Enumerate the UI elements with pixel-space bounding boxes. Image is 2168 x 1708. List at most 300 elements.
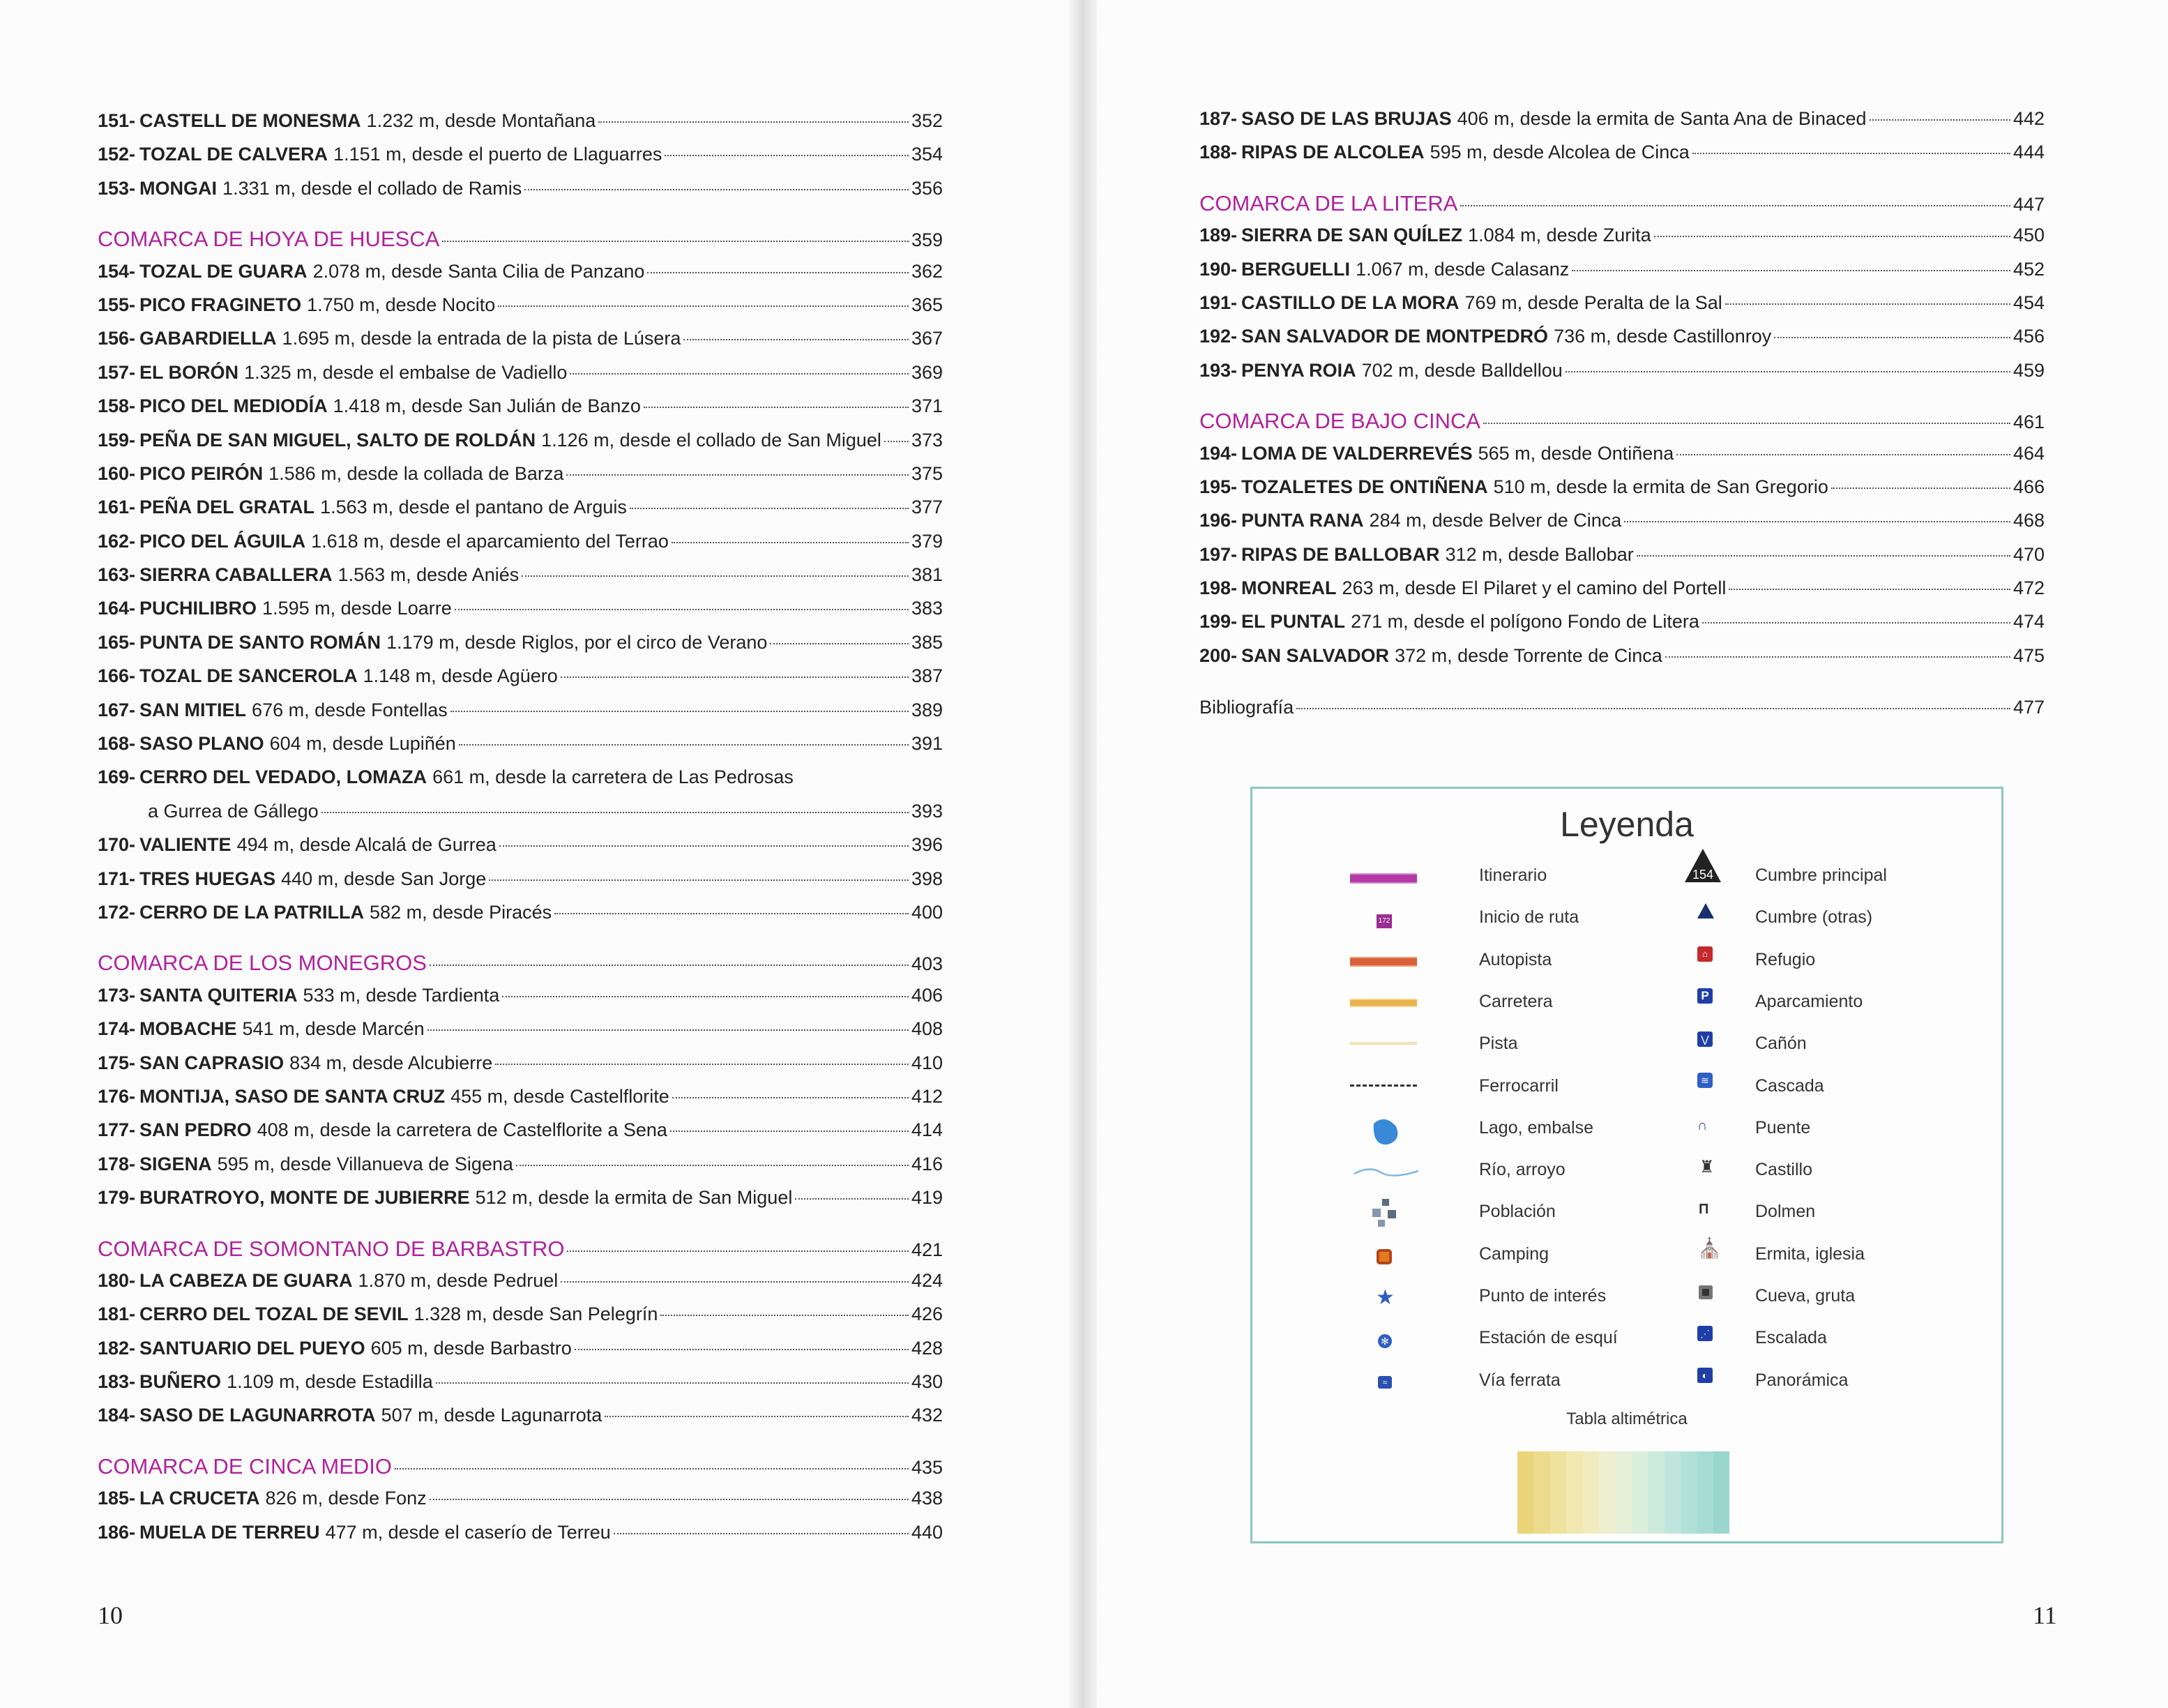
toc-entry[interactable] [98,1522,943,1555]
toc-entry[interactable] [98,395,943,429]
entry-number: 161- [98,497,136,518]
page-number: 454 [2012,292,2045,313]
railway-line-icon [1350,1084,1417,1087]
leader-dots [495,1064,909,1065]
legend-label: Punto de interés [1479,1286,1607,1306]
entry-name: TRES HUEGAS [139,868,276,889]
entry-name: SAN SALVADOR DE MONTPEDRÓ [1241,326,1549,347]
toc-entry[interactable] [1199,108,2045,142]
bibliography-label: Bibliografía [1199,697,1294,718]
entries-group [1199,225,2045,393]
legend-label: Autopista [1479,949,1552,969]
entry-name: TOZAL DE GUARA [139,260,308,282]
altimetric-band [1632,1451,1648,1534]
entries-group [1199,443,2045,679]
entry-description: 1.148 m, desde Agüero [363,665,558,687]
town-icon [1368,1197,1402,1228]
road-line-icon [1350,999,1417,1007]
toc-entry[interactable] [1199,510,2045,543]
entry-number: 191- [1199,292,1238,313]
entry-name: LOMA DE VALDERREVÉS [1241,442,1473,464]
page-number: 477 [2012,697,2045,718]
entry-description: 372 m, desde Torrente de Cinca [1395,644,1662,666]
entry-name: EL PUNTAL [1241,611,1346,633]
leader-dots [554,913,909,914]
section-heading[interactable] [98,1454,943,1488]
leader-dots [614,1533,909,1534]
entry-name: BERGUELLI [1241,258,1351,280]
entries-group [98,985,943,1221]
page-number: 365 [911,294,943,315]
toc-entry[interactable] [98,632,943,665]
leader-dots [770,643,909,644]
toc-entry[interactable] [1199,142,2045,175]
leader-dots [795,1198,909,1200]
track-line-icon [1350,1042,1417,1045]
leader-dots [670,1131,909,1132]
page-number: 426 [911,1303,943,1325]
page-number: 362 [911,260,943,282]
leader-dots [1665,656,2010,658]
page-folio: 10 [98,1601,123,1629]
entry-description: 604 m, desde Lupiñén [269,733,456,755]
legend-label: Ermita, iglesia [1755,1244,1865,1264]
toc-entry[interactable] [98,144,943,177]
entry-description: 1.586 m, desde la collada de Barza [268,462,564,484]
toc-entry[interactable] [98,598,943,631]
toc-entry[interactable] [1199,443,2045,476]
leader-dots [1676,454,2010,455]
leader-dots [395,1468,909,1469]
entry-number: 198- [1199,577,1238,599]
toc-entry[interactable] [98,665,943,699]
entry-name: CERRO DE LA PATRILLA [139,901,365,923]
leader-dots [1774,337,2010,338]
climbing-icon: ⋰ [1697,1326,1713,1341]
toc-entry[interactable] [98,1052,943,1086]
toc-entry-continuation[interactable] [98,801,943,834]
entry-number: 179- [98,1187,136,1209]
toc-entry[interactable] [98,261,943,294]
toc-entry[interactable] [1199,225,2045,258]
leader-dots [566,474,909,476]
toc-entry[interactable] [98,1154,943,1187]
entry-number: 175- [98,1052,136,1073]
toc-entry[interactable] [1199,544,2045,577]
page-number: 421 [911,1239,943,1260]
toc-entry[interactable] [98,497,943,530]
page-number: 377 [911,497,943,518]
entry-description: 408 m, desde la carretera de Castelflorite a Sena [257,1119,667,1141]
toc-entry[interactable] [98,178,943,211]
entry-name: EL BORÓN [139,361,239,383]
leader-dots [1725,303,2010,305]
toc-entry[interactable] [1199,577,2045,611]
page-number: 475 [2012,644,2045,666]
entry-name: CASTILLO DE LA MORA [1241,292,1460,313]
toc-entry[interactable] [98,328,943,361]
entry-description: 455 m, desde Castelflorite [450,1085,669,1107]
leader-dots [1729,589,2010,590]
waterfall-icon: ≋ [1697,1073,1713,1088]
entry-name: SANTA QUITERIA [139,984,298,1006]
entry-name: SIERRA CABALLERA [139,564,333,586]
leader-dots [630,508,909,509]
section-title: COMARCA DE SOMONTANO DE BARBASTRO [98,1236,565,1261]
map-legend [1250,787,2003,1543]
toc-entry[interactable] [98,531,943,564]
entry-number: 177- [98,1119,136,1141]
leader-dots [605,1416,909,1417]
leader-dots [430,1499,909,1500]
entry-number: 181- [98,1303,136,1325]
altimetric-band [1517,1451,1533,1534]
legend-label: Castillo [1755,1160,1812,1180]
entry-number: 188- [1199,142,1238,163]
svg-text:154: 154 [1692,868,1714,882]
entry-number: 152- [98,144,136,165]
leader-dots [644,407,909,408]
entry-number: 166- [98,665,136,687]
entry-name: MUELA DE TERREU [139,1521,320,1543]
toc-entry[interactable] [98,766,943,800]
leader-dots [1702,622,2010,624]
entry-name: MONGAI [139,177,218,199]
leader-dots [430,965,909,966]
entry-name: SAN SALVADOR [1241,644,1390,666]
entry-name: PUNTA DE SANTO ROMÁN [139,631,381,653]
altimetric-color-scale [1517,1451,1729,1534]
entry-description: 1.109 m, desde Estadilla [227,1371,433,1393]
toc-entry[interactable] [1199,645,2045,679]
entry-number: 167- [98,699,136,720]
altimetric-band [1599,1451,1615,1534]
altimetric-band [1681,1451,1697,1534]
toc-entry[interactable] [98,564,943,598]
entry-number: 156- [98,328,136,349]
legend-label: Pista [1479,1034,1518,1054]
entry-name: PENYA ROIA [1241,359,1356,381]
entry-name: SAN PEDRO [139,1119,252,1141]
entries-group [98,1488,943,1555]
leader-dots [665,155,909,156]
altimetric-band [1648,1451,1664,1534]
page-number: 379 [911,530,943,552]
leader-dots [683,339,908,340]
cave-icon [1699,1285,1713,1299]
altimetric-band [1615,1451,1631,1534]
refuge-icon: ⌂ [1697,946,1713,962]
leader-dots [450,711,909,712]
entry-description: 1.179 m, desde Riglos, por el circo de Verano [386,631,768,653]
entry-name: SASO DE LAGUNARROTA [139,1405,376,1426]
toc-entry[interactable] [1199,259,2045,292]
toc-entry[interactable] [1199,360,2045,393]
section-heading[interactable] [98,1237,943,1270]
leader-dots [1624,521,2010,522]
altimetric-band [1713,1451,1729,1534]
leader-dots [1870,119,2010,121]
entry-number: 154- [98,260,136,282]
entry-number: 155- [98,294,136,315]
entry-number: 178- [98,1153,136,1174]
toc-entry[interactable] [98,463,943,497]
section-heading[interactable] [1199,191,2045,225]
toc-entry[interactable] [98,430,943,463]
entry-description: 2.078 m, desde Santa Cilia de Panzano [312,260,645,282]
page-number: 438 [911,1488,943,1509]
lake-icon [1370,1117,1400,1146]
toc-entry[interactable] [98,902,943,935]
panoramic-icon: ◐ [1697,1368,1713,1383]
page-number: 352 [911,110,943,131]
entry-name: SIGENA [139,1153,212,1174]
leader-dots [516,1165,909,1166]
entry-name: TOZAL DE SANCEROLA [139,665,358,687]
entry-description: 541 m, desde Marcén [242,1018,425,1040]
entry-number: 163- [98,564,136,586]
entry-description: 1.232 m, desde Montañana [366,110,596,131]
legend-label: Cañón [1755,1034,1807,1054]
entry-name: BUÑERO [139,1371,222,1393]
toc-entry[interactable] [1199,292,2045,326]
entry-number: 186- [98,1521,136,1543]
toc-entry[interactable] [98,834,943,868]
entry-number: 153- [98,177,136,199]
entry-description: 533 m, desde Tardienta [303,984,500,1006]
page-number: 410 [911,1052,943,1073]
toc-entry[interactable] [98,1371,943,1405]
entry-description: 440 m, desde San Jorge [281,868,487,889]
toc-entry[interactable] [98,700,943,733]
toc-entry[interactable] [98,1405,943,1438]
leader-dots [647,272,909,273]
entry-description: 1.331 m, desde el collado de Ramis [222,177,522,199]
motorway-line-icon [1350,957,1417,967]
page-number: 387 [911,665,943,687]
section-title: COMARCA DE LOS MONEGROS [98,951,427,976]
bibliography-entry[interactable] [1199,697,2045,730]
entry-number: 165- [98,631,136,653]
altimetric-band [1550,1451,1566,1534]
leader-dots [427,1029,909,1031]
toc-right [1199,108,2045,730]
entry-description: 1.750 m, desde Nocito [307,294,496,315]
leader-dots [442,241,909,242]
page-number: 356 [911,177,943,199]
entry-name: SIERRA DE SAN QUÍLEZ [1241,225,1463,246]
page-number: 354 [911,144,943,165]
entry-description: 1.618 m, desde el aparcamiento del Terrao [311,530,669,552]
leader-dots [575,1349,909,1350]
entry-number: 194- [1199,442,1238,464]
entry-description: 406 m, desde la ermita de Santa Ana de Binaced [1457,108,1867,129]
entry-number: 151- [98,110,136,131]
entry-name: SANTUARIO DEL PUEYO [139,1337,365,1359]
entry-number: 173- [98,984,136,1006]
entry-number: 170- [98,834,136,856]
legend-label: Vía ferrata [1479,1370,1561,1390]
leader-dots [1483,423,2010,424]
entry-description: 826 m, desde Fonz [265,1488,427,1509]
entry-name: CERRO DEL VEDADO, LOMAZA [139,766,427,788]
entry-number: 158- [98,395,136,417]
entry-description: 507 m, desde Lagunarrota [381,1405,602,1426]
entry-description: 1.595 m, desde Loarre [262,598,452,619]
page-number: 359 [911,229,943,251]
entry-name: MONTIJA, SASO DE SANTA CRUZ [139,1085,446,1107]
leader-dots [884,441,909,442]
bridge-icon: ∩ [1697,1118,1708,1133]
entry-number: 160- [98,462,136,484]
toc-entry[interactable] [98,1270,943,1303]
page-number: 367 [911,328,943,349]
toc-entry[interactable] [98,1488,943,1521]
entry-name: TOZALETES DE ONTIÑENA [1241,476,1488,497]
entry-number: 187- [1199,108,1238,129]
legend-label: Población [1479,1202,1556,1222]
legend-label: Ferrocarril [1479,1075,1559,1096]
leader-dots [436,1382,909,1384]
entry-description: 312 m, desde Ballobar [1445,543,1634,565]
entry-number: 184- [98,1405,136,1426]
page-number: 391 [911,733,943,755]
entry-name: LA CABEZA DE GUARA [139,1269,353,1291]
page-number: 408 [911,1018,943,1040]
entry-number: 162- [98,530,136,552]
entry-name: SASO DE LAS BRUJAS [1241,108,1452,129]
leader-dots [1654,236,2010,237]
entry-name: PICO PEIRÓN [139,462,264,484]
leader-dots [524,189,909,190]
entry-number: 159- [98,429,136,451]
page-number: 424 [911,1269,943,1291]
entry-number: 183- [98,1371,136,1393]
entry-name: MOBACHE [139,1018,237,1040]
entries-group [98,834,943,935]
toc-entry[interactable] [98,1119,943,1153]
leader-dots [459,744,909,746]
entries-group [98,261,943,767]
leader-dots [561,677,909,678]
page-number: 468 [2012,510,2045,531]
ski-station-icon: ✻ [1378,1334,1392,1348]
page-number: 440 [911,1521,943,1543]
leader-dots [672,542,909,543]
page-number: 461 [2012,411,2045,433]
toc-entry[interactable] [98,110,943,144]
page-number: 385 [911,631,943,653]
via-ferrata-icon: ≈ [1378,1376,1392,1389]
toc-entry[interactable] [1199,326,2045,359]
entry-description: 494 m, desde Alcalá de Gurrea [236,834,496,856]
page-number: 416 [911,1153,943,1174]
leader-dots [321,812,909,813]
toc-entry[interactable] [98,985,943,1018]
page-number: 470 [2012,543,2045,565]
page-number: 464 [2012,442,2045,464]
toc-entry[interactable] [98,1187,943,1220]
entry-number: 192- [1199,326,1238,347]
entry-number: 185- [98,1488,136,1509]
page-number: 450 [2012,225,2045,246]
altimetric-band [1665,1451,1681,1534]
entry-description: 661 m, desde la carretera de Las Pedrosas [432,766,794,788]
section-heading[interactable] [1199,409,2045,442]
entry-number: 190- [1199,258,1238,280]
legend-label: Panorámica [1755,1370,1849,1390]
leader-dots [567,1250,908,1252]
page-folio: 11 [2033,1601,2057,1629]
entry-number: 193- [1199,359,1238,381]
entry-description: 834 m, desde Alcubierre [289,1052,493,1073]
toc-entry[interactable] [1199,476,2045,510]
entry-name: VALIENTE [139,834,232,856]
entry-description: 512 m, desde la ermita de San Miguel [475,1187,793,1209]
entry-description: 595 m, desde Villanueva de Sigena [217,1153,513,1174]
entry-description: 1.563 m, desde Aniés [338,564,520,586]
toc-entry[interactable] [98,1303,943,1337]
section-title: COMARCA DE LA LITERA [1199,190,1458,216]
altimetric-table-title: Tabla altimétrica [1566,1410,1688,1428]
entry-description: 676 m, desde Fontellas [252,699,448,720]
page-number: 447 [2012,193,2045,215]
entry-number: 189- [1199,225,1238,246]
page-number: 472 [2012,577,2045,599]
entry-number: 171- [98,868,136,889]
entry-description: 582 m, desde Piracés [370,901,552,923]
entry-description: 1.563 m, desde el pantano de Arguis [320,497,627,518]
entry-description: 769 m, desde Peralta de la Sal [1464,292,1722,313]
toc-entry[interactable] [98,1338,943,1371]
entry-description: 702 m, desde Balldellou [1361,359,1563,381]
toc-entry[interactable] [98,294,943,328]
toc-entry[interactable] [98,362,943,395]
leader-dots [598,121,909,123]
page-number: 466 [2012,476,2045,497]
entry-description: 1.695 m, desde la entrada de la pista de Lúsera [282,328,681,349]
page-number: 373 [911,429,943,451]
toc-entry[interactable] [98,868,943,902]
leader-dots [502,996,909,997]
entry-number: 200- [1199,644,1238,666]
page-number: 396 [911,834,943,856]
entry-name: SASO PLANO [139,733,264,755]
section-heading[interactable] [98,951,943,984]
toc-entry[interactable] [98,733,943,766]
legend-label: Escalada [1755,1328,1827,1348]
page-number: 432 [911,1405,943,1426]
toc-entry[interactable] [1199,611,2045,644]
toc-entry[interactable] [98,1018,943,1052]
entry-description: 1.084 m, desde Zurita [1468,225,1651,246]
book-gutter [1069,0,1097,1708]
leader-dots [499,845,909,847]
entry-description: 263 m, desde El Pilaret y el camino del Portell [1342,577,1727,599]
page-number: 375 [911,462,943,484]
entry-name: PUNTA RANA [1241,510,1364,531]
page-number: 428 [911,1337,943,1359]
toc-entry[interactable] [98,1086,943,1119]
page-number: 430 [911,1371,943,1393]
legend-label: Lago, embalse [1479,1117,1594,1138]
entry-description: 1.126 m, desde el collado de San Miguel [541,429,881,451]
altimetric-band [1583,1451,1599,1534]
entries-group [98,1270,943,1439]
leader-dots [522,575,909,577]
section-heading[interactable] [98,227,943,260]
page-number: 442 [2012,108,2045,129]
